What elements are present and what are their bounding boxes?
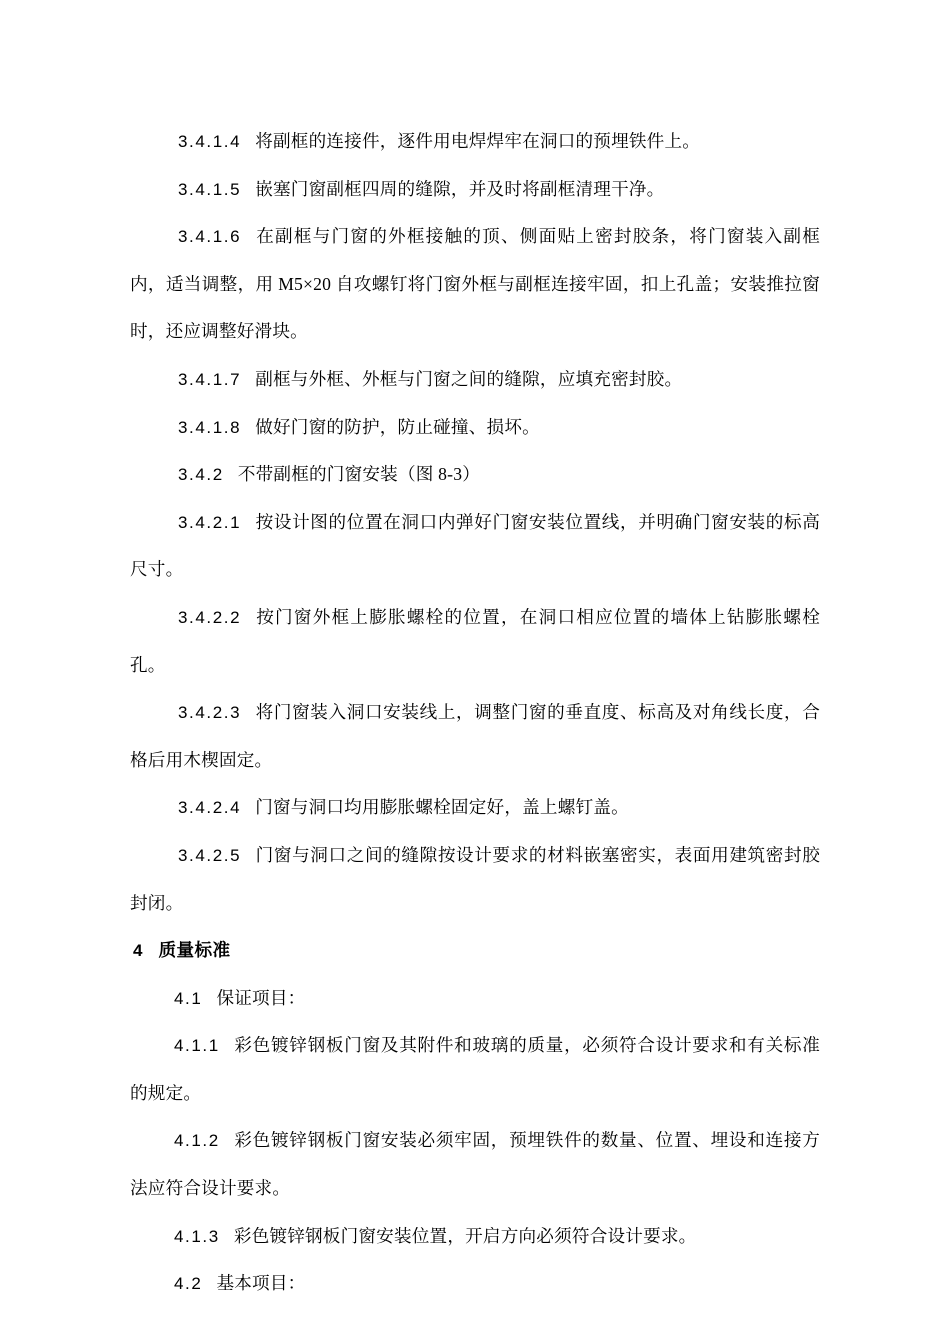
paragraph-3-4-1-8 (130, 404, 820, 452)
paragraph-text: 做好门窗的防护，防止碰撞、损坏。 (255, 416, 540, 437)
heading-text: 质量标准 (158, 940, 231, 961)
paragraph-3-4-2-3 (130, 689, 820, 784)
document-body (130, 118, 820, 1308)
paragraph-3-4-2-1 (130, 499, 820, 594)
paragraph-number: 3.4.2.5 (178, 845, 242, 865)
paragraph-3-4-1-7 (130, 356, 820, 404)
paragraph-3-4-2 (130, 451, 820, 499)
paragraph-4-2 (130, 1260, 820, 1308)
heading-number: 4 (133, 941, 143, 961)
paragraph-text: 嵌塞门窗副框四周的缝隙，并及时将副框清理干净。 (255, 178, 665, 199)
paragraph-3-4-1-4 (130, 118, 820, 166)
paragraph-text: 保证项目： (216, 987, 306, 1008)
paragraph-text: 基本项目： (216, 1273, 306, 1294)
paragraph-text: 门窗与洞口均用膨胀螺栓固定好，盖上螺钉盖。 (255, 797, 629, 818)
paragraph-number: 3.4.2.1 (178, 512, 242, 532)
paragraph-number: 3.4.1.7 (178, 369, 242, 389)
paragraph-number: 3.4.1.5 (178, 179, 242, 199)
paragraph-text: 在副框与门窗的外框接触的顶、侧面贴上密封胶条，将门窗装入副框内，适当调整，用 M5×20 自攻螺钉将门窗外框与副框连接牢固，扣上孔盖；安装推拉窗时，还应调整好滑块。 (130, 226, 820, 342)
paragraph-text: 门窗与洞口之间的缝隙按设计要求的材料嵌塞密实，表面用建筑密封胶封闭。 (130, 844, 820, 913)
paragraph-number: 3.4.2 (178, 465, 224, 485)
paragraph-number: 4.1.3 (174, 1226, 220, 1246)
paragraph-number: 4.1.1 (174, 1036, 220, 1056)
paragraph-number: 4.1 (174, 988, 203, 1008)
paragraph-4-1-3 (130, 1213, 820, 1261)
paragraph-number: 3.4.1.8 (178, 417, 242, 437)
paragraph-number: 4.2 (174, 1274, 203, 1294)
paragraph-number: 3.4.1.6 (178, 227, 242, 247)
paragraph-3-4-1-5 (130, 166, 820, 214)
paragraph-text: 按门窗外框上膨胀螺栓的位置，在洞口相应位置的墙体上钻膨胀螺栓孔。 (130, 606, 820, 675)
paragraph-number: 3.4.2.2 (178, 607, 242, 627)
paragraph-text: 不带副框的门窗安装（图 8-3） (237, 464, 480, 485)
paragraph-4-1-2 (130, 1117, 820, 1212)
paragraph-4-1 (130, 975, 820, 1023)
paragraph-3-4-2-5 (130, 832, 820, 927)
paragraph-text: 副框与外框、外框与门窗之间的缝隙，应填充密封胶。 (255, 368, 683, 389)
paragraph-3-4-1-6 (130, 213, 820, 356)
paragraph-4-1-1 (130, 1022, 820, 1117)
paragraph-text: 彩色镀锌钢板门窗安装必须牢固，预埋铁件的数量、位置、埋设和连接方法应符合设计要求。 (130, 1130, 820, 1199)
paragraph-text: 将门窗装入洞口安装线上，调整门窗的垂直度、标高及对角线长度，合格后用木楔固定。 (130, 702, 820, 770)
paragraph-text: 按设计图的位置在洞口内弹好门窗安装位置线，并明确门窗安装的标高尺寸。 (130, 511, 820, 580)
paragraph-text: 彩色镀锌钢板门窗安装位置，开启方向必须符合设计要求。 (233, 1225, 697, 1246)
paragraph-number: 3.4.1.4 (178, 132, 242, 151)
section-heading-4 (130, 927, 820, 975)
paragraph-3-4-2-4 (130, 784, 820, 832)
paragraph-3-4-2-2 (130, 594, 820, 689)
paragraph-text: 彩色镀锌钢板门窗及其附件和玻璃的质量，必须符合设计要求和有关标准的规定。 (130, 1035, 820, 1103)
paragraph-text: 将副框的连接件，逐件用电焊焊牢在洞口的预埋铁件上。 (255, 131, 701, 151)
paragraph-number: 4.1.2 (174, 1131, 220, 1151)
paragraph-number: 3.4.2.4 (178, 798, 242, 818)
paragraph-number: 3.4.2.3 (178, 703, 242, 723)
